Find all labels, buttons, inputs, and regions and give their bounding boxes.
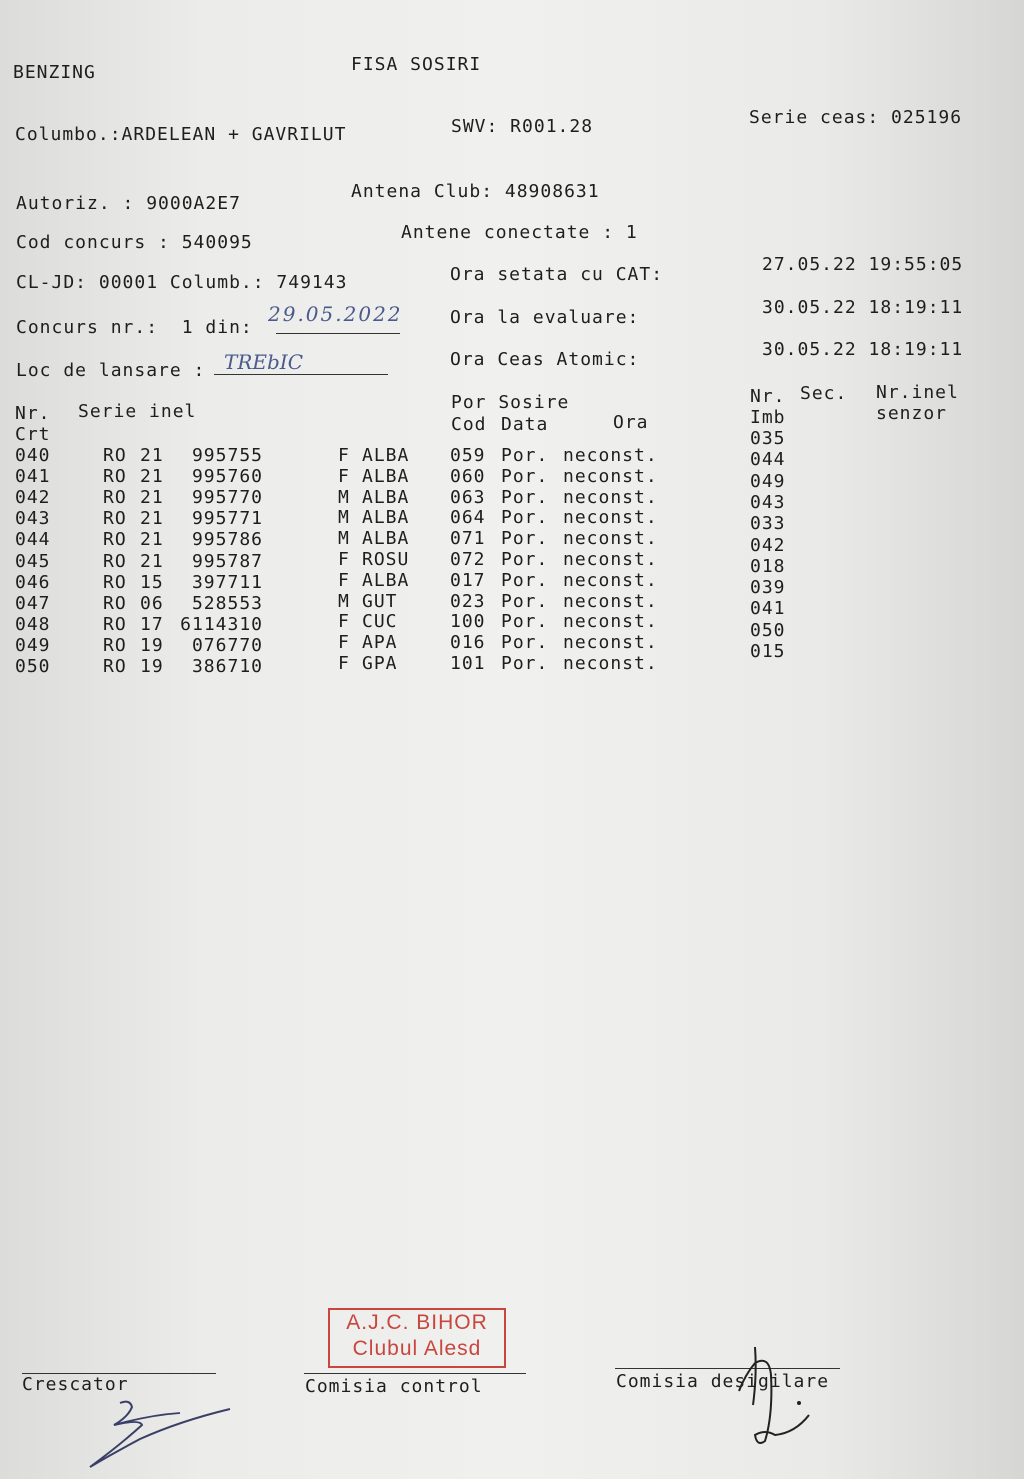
cell-cod: 071	[450, 528, 486, 550]
col-header-data: Data	[501, 414, 549, 435]
cell-cod: 064	[450, 507, 486, 529]
comisia-control-line	[304, 1373, 526, 1374]
cell-ring: 6114310	[180, 613, 263, 635]
cell-nr: 048	[15, 613, 51, 635]
comisia-control-label: Comisia control	[305, 1376, 483, 1397]
cell-year: 17	[140, 613, 164, 635]
cell-cod: 100	[450, 611, 486, 633]
brand: BENZING	[13, 62, 96, 83]
concurs-date-handwritten: 29.05.2022	[268, 302, 403, 326]
cell-status: neconst.	[563, 653, 658, 674]
cell-ring: 995760	[191, 466, 263, 488]
col-header-sec: Sec.	[800, 383, 848, 404]
cell-cod: 072	[450, 549, 486, 570]
serie-ceas-field: Serie ceas: 025196	[749, 107, 963, 128]
ora-evaluare-label: Ora la evaluare:	[450, 307, 640, 328]
cell-por: Por.	[501, 486, 549, 508]
page-title: FISA SOSIRI	[351, 54, 482, 75]
cell-color: ROSU	[362, 549, 410, 570]
cell-imb: 050	[750, 619, 786, 641]
cell-por: Por.	[501, 569, 549, 591]
cell-nr: 044	[15, 529, 51, 551]
cell-sex: F	[338, 549, 350, 570]
cell-sex: F	[338, 569, 350, 591]
cell-nr: 040	[15, 445, 51, 466]
cell-cod: 017	[450, 569, 486, 591]
cell-imb: 049	[750, 470, 786, 492]
col-header-nr-imb: Nr.	[750, 386, 786, 407]
cell-imb: 043	[750, 491, 786, 513]
stamp-line-2: Clubul Alesd	[352, 1337, 482, 1360]
cell-nr: 041	[15, 466, 51, 488]
cell-nr: 049	[15, 634, 51, 656]
cell-status: neconst.	[563, 465, 658, 487]
cell-cod: 060	[450, 465, 486, 487]
cell-cod: 023	[450, 590, 486, 612]
col-header-nr: Nr.	[15, 403, 51, 424]
cell-color: ALBA	[362, 445, 410, 466]
comisia-desigilare-label: Comisia desigilare	[616, 1371, 830, 1392]
cell-imb: 041	[750, 598, 786, 620]
cell-country: RO	[103, 529, 127, 551]
cell-country: RO	[103, 466, 127, 488]
col-header-nr-inel: Nr.inel	[876, 382, 959, 403]
cell-por: Por.	[501, 632, 549, 654]
concurs-label: Concurs nr.: 1 din:	[16, 317, 253, 338]
cell-country: RO	[103, 613, 127, 635]
cell-year: 06	[140, 592, 164, 614]
cell-status: neconst.	[563, 632, 658, 654]
cell-nr: 050	[15, 656, 51, 677]
col-header-crt: Crt	[15, 424, 51, 445]
cell-year: 19	[140, 656, 164, 677]
cell-color: GPA	[362, 653, 398, 674]
cell-status: neconst.	[563, 569, 658, 591]
comisia-desigilare-signature	[725, 1345, 825, 1455]
cell-color: GUT	[362, 590, 398, 612]
ora-setata-label: Ora setata cu CAT:	[450, 264, 664, 285]
cell-status: neconst.	[563, 528, 658, 550]
cell-country: RO	[103, 508, 127, 530]
cell-color: ALBA	[362, 507, 410, 529]
club-stamp	[328, 1308, 506, 1368]
col-header-cod: Cod	[451, 414, 487, 435]
cell-ring: 995787	[191, 550, 263, 572]
cell-year: 21	[140, 445, 164, 466]
cell-por: Por.	[501, 653, 549, 674]
columbo-field: Columbo.:ARDELEAN + GAVRILUT	[15, 124, 347, 145]
cell-ring: 995771	[191, 508, 263, 530]
cell-status: neconst.	[563, 445, 658, 466]
swv-field: SWV: R001.28	[451, 116, 594, 137]
cell-color: ALBA	[362, 465, 410, 487]
cell-status: neconst.	[563, 590, 658, 612]
cell-status: neconst.	[563, 486, 658, 508]
autoriz-field: Autoriz. : 9000A2E7	[16, 193, 241, 214]
cell-sex: M	[338, 486, 350, 508]
cell-ring: 995770	[191, 487, 263, 509]
cell-country: RO	[103, 550, 127, 572]
cell-nr: 046	[15, 571, 51, 593]
cell-year: 21	[140, 487, 164, 509]
cell-status: neconst.	[563, 611, 658, 633]
cell-ring: 397711	[191, 571, 263, 593]
cell-country: RO	[103, 487, 127, 509]
ora-evaluare-value: 30.05.22 18:19:11	[762, 297, 964, 318]
col-header-serie-inel: Serie inel	[78, 401, 197, 422]
ora-ceas-atomic-label: Ora Ceas Atomic:	[450, 349, 640, 370]
cell-sex: F	[338, 611, 350, 633]
cell-sex: F	[338, 465, 350, 487]
cell-por: Por.	[501, 590, 549, 612]
cell-por: Por.	[501, 549, 549, 570]
cell-imb: 035	[750, 428, 786, 449]
cell-ring: 076770	[191, 634, 263, 656]
cell-sex: M	[338, 590, 350, 612]
cell-cod: 063	[450, 486, 486, 508]
cell-cod: 101	[450, 653, 486, 674]
crescator-label: Crescator	[22, 1374, 129, 1395]
cell-year: 21	[140, 508, 164, 530]
cell-country: RO	[103, 592, 127, 614]
cell-country: RO	[103, 656, 127, 677]
cell-cod: 059	[450, 445, 486, 466]
ora-ceas-atomic-value: 30.05.22 18:19:11	[762, 339, 964, 360]
cell-year: 19	[140, 634, 164, 656]
cell-country: RO	[103, 445, 127, 466]
cl-jd-field: CL-JD: 00001 Columb.: 749143	[16, 272, 348, 293]
concurs-date-underline	[276, 333, 400, 334]
cell-ring: 995755	[191, 445, 263, 466]
cell-por: Por.	[501, 465, 549, 487]
cell-por: Por.	[501, 528, 549, 550]
col-header-por-sosire: Por Sosire	[451, 392, 570, 413]
cell-status: neconst.	[563, 549, 658, 570]
cell-nr: 043	[15, 508, 51, 530]
cell-sex: M	[338, 528, 350, 550]
cell-country: RO	[103, 571, 127, 593]
cell-ring: 528553	[191, 592, 263, 614]
cell-color: APA	[362, 632, 398, 654]
cell-ring: 386710	[191, 656, 263, 677]
cell-sex: M	[338, 507, 350, 529]
cell-imb: 015	[750, 641, 786, 662]
cell-por: Por.	[501, 445, 549, 466]
col-header-ora: Ora	[613, 412, 649, 433]
cell-year: 21	[140, 466, 164, 488]
cell-imb: 018	[750, 555, 786, 577]
col-header-imb: Imb	[750, 407, 786, 428]
cod-concurs-field: Cod concurs : 540095	[16, 232, 253, 253]
cell-color: CUC	[362, 611, 398, 633]
ora-setata-value: 27.05.22 19:55:05	[762, 254, 964, 275]
cell-sex: F	[338, 445, 350, 466]
loc-lansare-label: Loc de lansare :	[16, 360, 206, 381]
cell-year: 21	[140, 550, 164, 572]
cell-ring: 995786	[191, 529, 263, 551]
cell-imb: 033	[750, 513, 786, 535]
cell-nr: 045	[15, 550, 51, 572]
cell-sex: F	[338, 632, 350, 654]
cell-color: ALBA	[362, 569, 410, 591]
cell-country: RO	[103, 634, 127, 656]
antena-club-field: Antena Club: 48908631	[351, 181, 600, 202]
cell-imb: 039	[750, 577, 786, 599]
cell-color: ALBA	[362, 528, 410, 550]
cell-imb: 044	[750, 449, 786, 471]
cell-por: Por.	[501, 507, 549, 529]
antene-conectate-field: Antene conectate : 1	[401, 222, 638, 243]
cell-cod: 016	[450, 632, 486, 654]
cell-color: ALBA	[362, 486, 410, 508]
loc-lansare-underline	[214, 374, 388, 375]
cell-nr: 042	[15, 487, 51, 509]
loc-lansare-handwritten: TREbIC	[224, 350, 304, 374]
cell-year: 21	[140, 529, 164, 551]
col-header-senzor: senzor	[876, 403, 948, 424]
cell-por: Por.	[501, 611, 549, 633]
cell-nr: 047	[15, 592, 51, 614]
cell-status: neconst.	[563, 507, 658, 529]
cell-sex: F	[338, 653, 350, 674]
stamp-line-1: A.J.C. BIHOR	[346, 1311, 488, 1334]
cell-imb: 042	[750, 534, 786, 556]
crescator-signature	[80, 1395, 240, 1475]
cell-year: 15	[140, 571, 164, 593]
